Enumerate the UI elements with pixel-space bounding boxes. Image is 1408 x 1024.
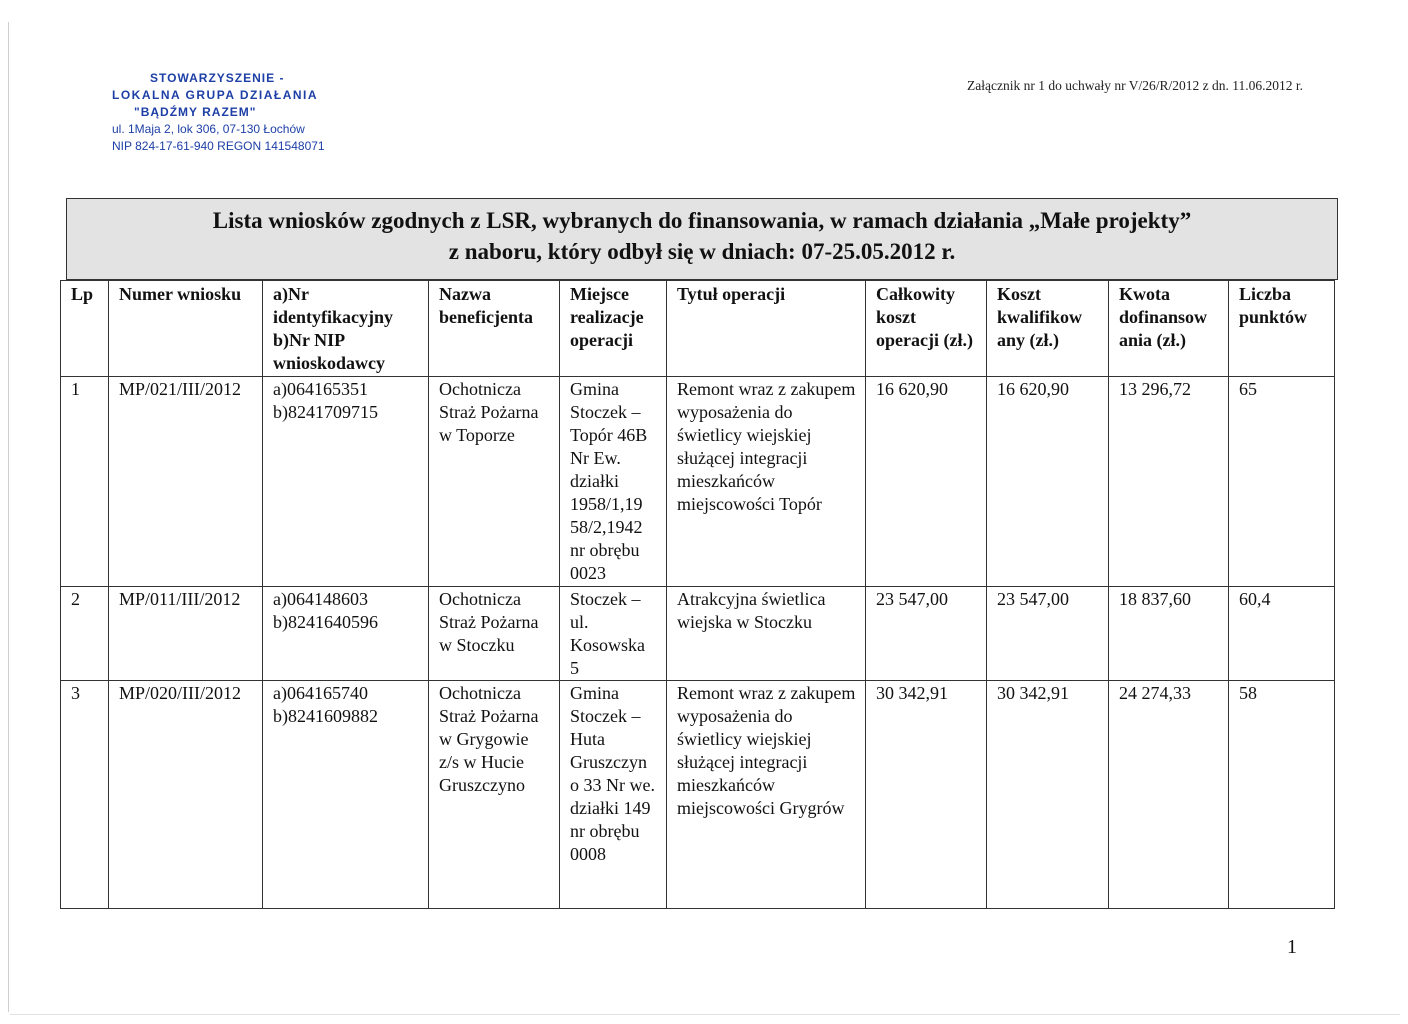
cell-miejsce: Gmina Stoczek – Huta Gruszczyn o 33 Nr we. działki 149 nr obrębu 0008 [560,681,667,909]
cell-tytul: Remont wraz z zakupem wyposażenia do świetlicy wiejskiej służącej integracji mieszkańców miejscowości Topór [667,377,866,587]
organization-stamp [112,70,352,155]
header-lp: Lp [61,281,109,377]
stamp-line-2: LOKALNA GRUPA DZIAŁANIA [112,88,319,102]
annex-note: Załącznik nr 1 do uchwały nr V/26/R/2012 z dn. 11.06.2012 r. [967,78,1303,93]
table-row [61,681,1335,909]
cell-numer: MP/021/III/2012 [109,377,263,587]
stamp-line-5: NIP 824-17-61-940 REGON 141548071 [112,139,325,153]
header-calkowity-koszt: Całkowity koszt operacji (zł.) [866,281,987,377]
scan-bottom-line [10,1014,1400,1015]
header-miejsce-realizacji: Miejsce realizacje operacji [560,281,667,377]
cell-tytul: Atrakcyjna świetlica wiejska w Stoczku [667,587,866,681]
cell-dofinansowanie: 13 296,72 [1109,377,1229,587]
cell-lp: 2 [61,587,109,681]
cell-nazwa: Ochotnicza Straż Pożarna w Grygowie z/s w Hucie Gruszczyno [429,681,560,909]
cell-punkty: 65 [1229,377,1335,587]
header-nazwa-beneficjenta: Nazwa beneficjenta [429,281,560,377]
cell-calkowity: 23 547,00 [866,587,987,681]
cell-kwalifikowany: 30 342,91 [987,681,1109,909]
header-liczba-punktow: Liczba punktów [1229,281,1335,377]
table-row [61,587,1335,681]
cell-miejsce: Gmina Stoczek – Topór 46B Nr Ew. działki 1958/1,19 58/2,1942 nr obrębu 0023 [560,377,667,587]
cell-dofinansowanie: 18 837,60 [1109,587,1229,681]
stamp-line-4: ul. 1Maja 2, lok 306, 07-130 Łochów [112,122,305,136]
title-line-1: Lista wniosków zgodnych z LSR, wybranych do finansowania, w ramach działania „Małe projekty” [212,208,1192,233]
cell-numer: MP/020/III/2012 [109,681,263,909]
stamp-line-3: "BĄDŹMY RAZEM" [134,105,257,119]
header-kwota-dofinansowania: Kwota dofinansow ania (zł.) [1109,281,1229,377]
cell-nazwa: Ochotnicza Straż Pożarna w Toporze [429,377,560,587]
header-numer-wniosku: Numer wniosku [109,281,263,377]
cell-tytul: Remont wraz z zakupem wyposażenia do świetlicy wiejskiej służącej integracji mieszkańców miejscowości Grygrów [667,681,866,909]
cell-lp: 3 [61,681,109,909]
scan-edge-line [8,22,9,1012]
header-koszt-kwalifikowany: Koszt kwalifikow any (zł.) [987,281,1109,377]
cell-numer: MP/011/III/2012 [109,587,263,681]
cell-punkty: 58 [1229,681,1335,909]
header-tytul-operacji: Tytuł operacji [667,281,866,377]
table-row [61,377,1335,587]
applications-table [60,280,1335,909]
cell-calkowity: 16 620,90 [866,377,987,587]
cell-dofinansowanie: 24 274,33 [1109,681,1229,909]
cell-kwalifikowany: 16 620,90 [987,377,1109,587]
page-number: 1 [1287,936,1297,958]
cell-id: a)064165351 b)8241709715 [263,377,429,587]
title-line-2: z naboru, który odbył się w dniach: 07-25.05.2012 r. [448,239,956,264]
cell-punkty: 60,4 [1229,587,1335,681]
cell-id: a)064165740 b)8241609882 [263,681,429,909]
cell-miejsce: Stoczek – ul. Kosowska 5 [560,587,667,681]
table-header-row [61,281,1335,377]
cell-calkowity: 30 342,91 [866,681,987,909]
cell-kwalifikowany: 23 547,00 [987,587,1109,681]
document-title [66,198,1338,280]
stamp-line-1: STOWARZYSZENIE - [150,71,285,85]
cell-id: a)064148603 b)8241640596 [263,587,429,681]
cell-nazwa: Ochotnicza Straż Pożarna w Stoczku [429,587,560,681]
header-nr-identyfikacyjny: a)Nr identyfikacyjny b)Nr NIP wnioskodawcy [263,281,429,377]
cell-lp: 1 [61,377,109,587]
